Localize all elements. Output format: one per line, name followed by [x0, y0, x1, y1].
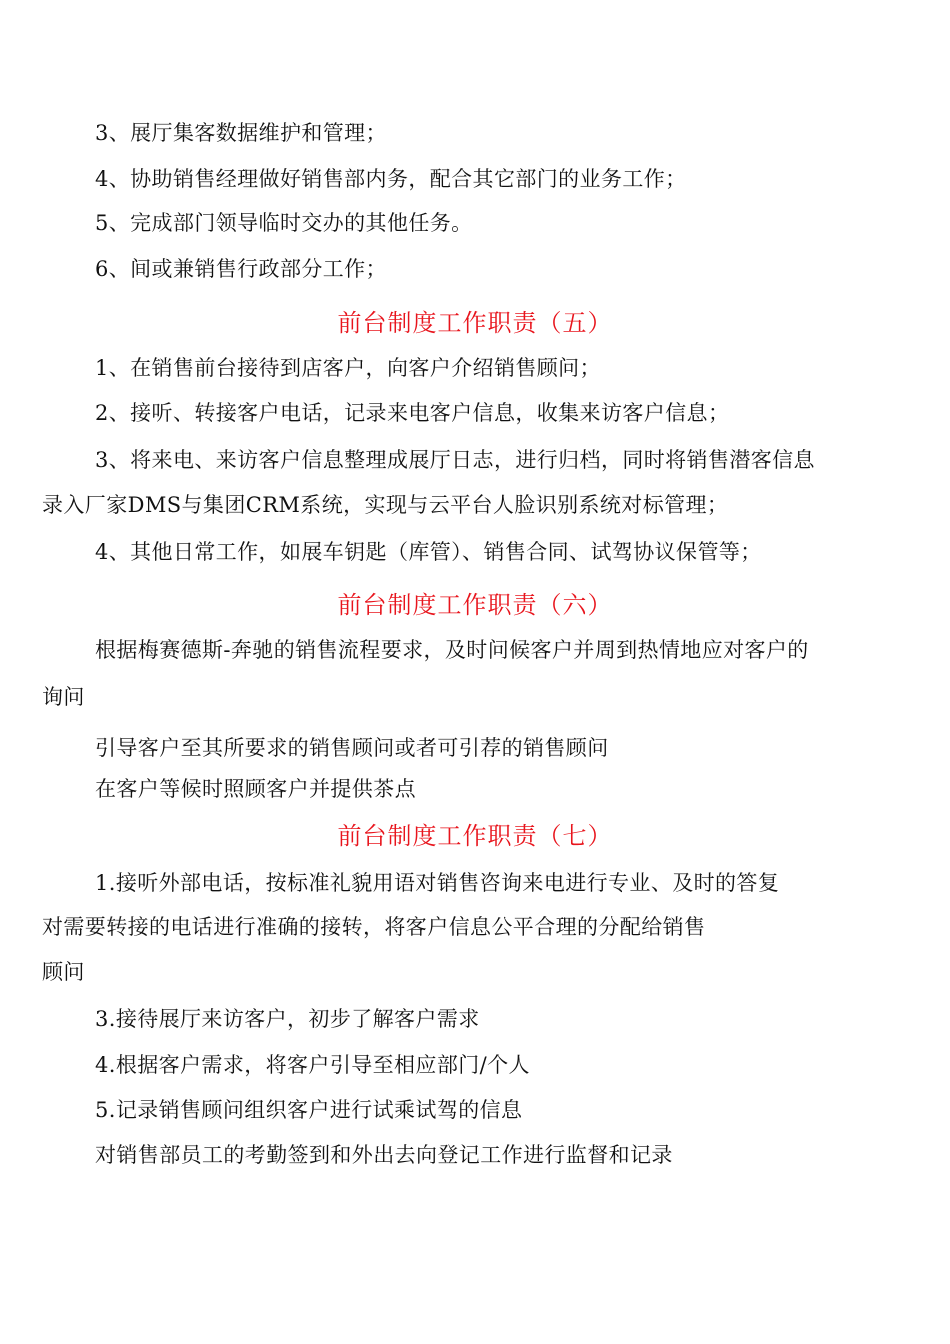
- section-six-para-2: 引导客户至其所要求的销售顾问或者可引荐的销售顾问: [95, 736, 609, 760]
- section-five-item-3-line-1: 3、将来电、来访客户信息整理成展厅日志，进行归档，同时将销售潜客信息: [95, 448, 815, 472]
- section-five-title: 前台制度工作职责（五）: [337, 309, 613, 337]
- duty-item-5: 5、完成部门领导临时交办的其他任务。: [95, 211, 473, 235]
- section-five-item-1: 1、在销售前台接待到店客户，向客户介绍销售顾问；: [95, 356, 601, 380]
- section-seven-item-2-line-2: 顾问: [42, 960, 85, 984]
- section-seven-item-4: 4.根据客户需求，将客户引导至相应部门/个人: [95, 1053, 530, 1077]
- section-seven-item-3: 3.接待展厅来访客户，初步了解客户需求: [95, 1007, 480, 1031]
- section-seven-item-5: 5.记录销售顾问组织客户进行试乘试驾的信息: [95, 1098, 523, 1122]
- duty-item-6: 6、间或兼销售行政部分工作；: [95, 257, 387, 281]
- section-five-item-2: 2、接听、转接客户电话，记录来电客户信息，收集来访客户信息；: [95, 401, 730, 425]
- section-six-para-1-line-2: 询问: [42, 685, 85, 709]
- duty-item-3: 3、展厅集客数据维护和管理；: [95, 121, 387, 145]
- section-seven-item-1: 1.接听外部电话，按标准礼貌用语对销售咨询来电进行专业、及时的答复: [95, 871, 780, 895]
- duty-item-4: 4、协助销售经理做好销售部内务，配合其它部门的业务工作；: [95, 167, 687, 191]
- section-five-item-4: 4、其他日常工作，如展车钥匙（库管）、销售合同、试驾协议保管等；: [95, 540, 762, 564]
- section-five-item-3-line-2: 录入厂家DMS与集团CRM系统，实现与云平台人脸识别系统对标管理；: [42, 493, 729, 517]
- section-seven-item-2-line-1: 对需要转接的电话进行准确的接转，将客户信息公平合理的分配给销售: [42, 915, 706, 939]
- section-seven-item-6: 对销售部员工的考勤签到和外出去向登记工作进行监督和记录: [95, 1143, 673, 1167]
- section-six-para-1-line-1: 根据梅赛德斯-奔驰的销售流程要求，及时问候客户并周到热情地应对客户的: [95, 638, 809, 662]
- section-seven-title: 前台制度工作职责（七）: [337, 822, 613, 850]
- section-six-para-3: 在客户等候时照顾客户并提供茶点: [95, 777, 416, 801]
- section-six-title: 前台制度工作职责（六）: [337, 591, 613, 619]
